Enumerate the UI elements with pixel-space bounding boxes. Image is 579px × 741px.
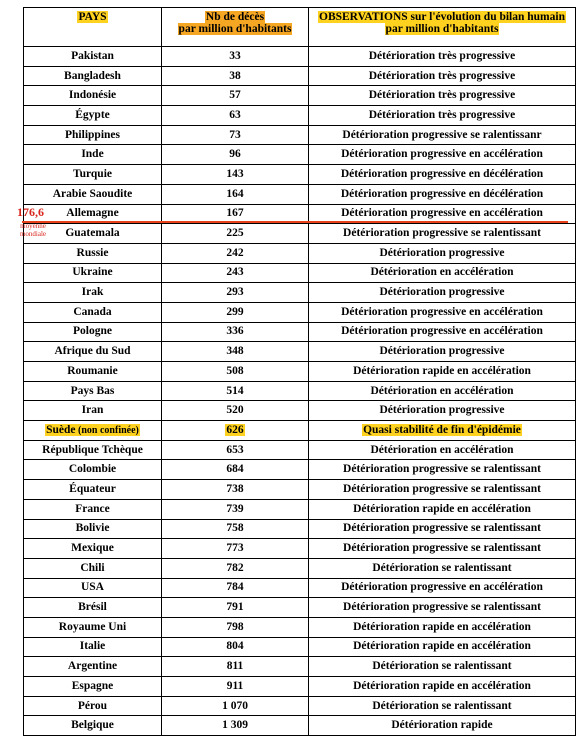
deaths-cell-text: 798 <box>226 620 244 633</box>
deaths-cell <box>162 224 309 244</box>
table-row <box>24 460 576 480</box>
observation-cell-text: Détérioration en accélération <box>370 443 514 456</box>
deaths-cell-text: 791 <box>226 601 244 614</box>
country-cell <box>24 86 162 106</box>
country-cell <box>24 657 162 677</box>
observation-cell <box>309 165 576 185</box>
table-row <box>24 578 576 598</box>
deaths-cell-text: 626 <box>226 423 244 436</box>
country-cell-text: Pologne <box>73 325 112 338</box>
country-cell-text: Inde <box>81 148 104 161</box>
country-cell <box>24 480 162 500</box>
deaths-cell <box>162 302 309 322</box>
world-average-label: moyenne mondiale <box>19 222 47 238</box>
deaths-cell <box>162 145 309 165</box>
table-row <box>24 66 576 86</box>
deaths-cell <box>162 86 309 106</box>
observation-cell <box>309 440 576 460</box>
deaths-cell <box>162 558 309 578</box>
deaths-cell-text: 739 <box>226 502 244 515</box>
table-row <box>24 480 576 500</box>
world-average-line <box>22 221 568 223</box>
table-row <box>24 440 576 460</box>
country-cell-text: Allemagne <box>66 207 119 220</box>
observation-cell-text: Détérioration progressive se ralentissant <box>343 227 541 240</box>
country-cell <box>24 716 162 736</box>
table-row <box>24 539 576 559</box>
observation-cell <box>309 302 576 322</box>
deaths-cell <box>162 598 309 618</box>
observation-cell <box>309 86 576 106</box>
country-cell <box>24 283 162 303</box>
deaths-cell <box>162 716 309 736</box>
deaths-cell <box>162 499 309 519</box>
observation-cell <box>309 263 576 283</box>
country-cell-text: Ukraine <box>72 266 113 279</box>
observation-cell <box>309 66 576 86</box>
observation-cell-text: Détérioration rapide en accélération <box>353 364 531 377</box>
table-header-row <box>24 8 576 47</box>
country-cell-text: Espagne <box>71 679 114 692</box>
country-cell <box>24 578 162 598</box>
table-row <box>24 381 576 401</box>
country-cell-text: Pays Bas <box>70 384 115 397</box>
observation-cell-text: Détérioration se ralentissant <box>372 699 512 712</box>
country-cell <box>24 499 162 519</box>
table-body <box>24 47 576 736</box>
header-observations-line1: OBSERVATIONS sur l'évolution du bilan humain <box>319 11 565 23</box>
table-row <box>24 86 576 106</box>
observation-cell-text: Détérioration progressive <box>379 345 505 358</box>
table-row <box>24 657 576 677</box>
table-row <box>24 716 576 736</box>
table-row <box>24 263 576 283</box>
table-row <box>24 243 576 263</box>
observation-cell-text: Détérioration progressive en accélération <box>341 207 543 220</box>
country-cell <box>24 263 162 283</box>
header-deaths-line2: par million d'habitants <box>178 23 292 35</box>
header-deaths <box>162 8 309 47</box>
table-row <box>24 302 576 322</box>
observation-cell-text: Détérioration se ralentissant <box>372 660 512 673</box>
deaths-cell-text: 38 <box>229 69 241 82</box>
country-cell <box>24 125 162 145</box>
observation-cell-text: Quasi stabilité de fin d'épidémie <box>363 423 521 436</box>
deaths-cell-text: 653 <box>226 443 244 456</box>
observation-cell-text: Détérioration progressive se ralentissant <box>343 463 541 476</box>
observation-cell-text: Détérioration se ralentissant <box>372 561 512 574</box>
deaths-cell-text: 33 <box>229 49 241 62</box>
observation-cell <box>309 342 576 362</box>
observation-cell-text: Détérioration en accélération <box>370 266 514 279</box>
observation-cell <box>309 558 576 578</box>
observation-cell-text: Détérioration progressive se ralentissant <box>343 542 541 555</box>
deaths-cell-text: 57 <box>229 89 241 102</box>
deaths-cell-text: 804 <box>226 640 244 653</box>
country-cell <box>24 362 162 382</box>
observation-cell-text: Détérioration progressive se ralentissant <box>343 482 541 495</box>
country-cell <box>24 184 162 204</box>
country-cell-text: Belgique <box>71 719 114 732</box>
deaths-cell-text: 738 <box>226 482 244 495</box>
country-cell-text: Suède (non confinée) <box>46 423 139 436</box>
world-average-value: 176,6 <box>17 205 44 219</box>
deaths-cell <box>162 460 309 480</box>
deaths-cell-text: 514 <box>226 384 244 397</box>
observation-cell-text: Détérioration rapide en accélération <box>353 679 531 692</box>
observation-cell-text: Détérioration très progressive <box>368 108 516 121</box>
deaths-cell-text: 336 <box>226 325 244 338</box>
table-row <box>24 499 576 519</box>
observation-cell <box>309 716 576 736</box>
country-cell <box>24 342 162 362</box>
deaths-cell <box>162 617 309 637</box>
observation-cell <box>309 381 576 401</box>
deaths-cell <box>162 322 309 342</box>
observation-cell <box>309 401 576 421</box>
table-row <box>24 637 576 657</box>
observation-cell-text: Détérioration progressive en accélération <box>341 305 543 318</box>
observation-cell-text: Détérioration rapide en accélération <box>353 620 531 633</box>
country-cell-text: Roumanie <box>67 364 118 377</box>
deaths-cell-text: 293 <box>226 286 244 299</box>
observation-cell-text: Détérioration progressive en accélération <box>341 148 543 161</box>
country-cell <box>24 106 162 126</box>
table-row <box>24 145 576 165</box>
deaths-cell-text: 782 <box>226 561 244 574</box>
header-country-label: PAYS <box>78 11 107 23</box>
country-cell <box>24 145 162 165</box>
deaths-cell <box>162 539 309 559</box>
table-row <box>24 106 576 126</box>
observation-cell <box>309 539 576 559</box>
deaths-cell-text: 811 <box>226 660 244 673</box>
country-cell <box>24 302 162 322</box>
country-cell <box>24 47 162 67</box>
deaths-cell <box>162 283 309 303</box>
observation-cell <box>309 224 576 244</box>
observation-cell <box>309 125 576 145</box>
country-cell-text: Indonésie <box>68 89 117 102</box>
country-cell-text: Équateur <box>69 482 116 495</box>
deaths-cell-text: 773 <box>226 542 244 555</box>
observation-cell-text: Détérioration progressive en décélération <box>340 167 544 180</box>
observation-cell <box>309 677 576 697</box>
deaths-cell <box>162 184 309 204</box>
table-row <box>24 696 576 716</box>
country-cell-text: Russie <box>76 246 109 259</box>
observation-cell <box>309 145 576 165</box>
observation-cell-text: Détérioration progressive <box>379 286 505 299</box>
observation-cell-text: Détérioration progressive se ralentissanr <box>342 128 542 141</box>
country-cell <box>24 401 162 421</box>
country-cell <box>24 519 162 539</box>
observation-cell <box>309 480 576 500</box>
deaths-cell <box>162 243 309 263</box>
deaths-cell <box>162 637 309 657</box>
table-row <box>24 362 576 382</box>
country-cell-text: Chili <box>80 561 105 574</box>
country-cell <box>24 66 162 86</box>
country-cell <box>24 539 162 559</box>
country-cell-text: Brésil <box>78 601 107 614</box>
deaths-cell <box>162 657 309 677</box>
table-row <box>24 224 576 244</box>
observation-cell-text: Détérioration très progressive <box>368 89 516 102</box>
deaths-cell-text: 784 <box>226 581 244 594</box>
deaths-cell-text: 242 <box>226 246 244 259</box>
table-row <box>24 165 576 185</box>
deaths-cell <box>162 578 309 598</box>
deaths-cell-text: 96 <box>229 148 241 161</box>
table-row <box>24 421 576 441</box>
deaths-table <box>23 7 576 736</box>
deaths-cell-text: 758 <box>226 522 244 535</box>
deaths-cell <box>162 263 309 283</box>
country-cell-text: Pérou <box>77 699 108 712</box>
country-cell <box>24 460 162 480</box>
observation-cell-text: Détérioration rapide en accélération <box>353 640 531 653</box>
deaths-cell-text: 73 <box>229 128 241 141</box>
observation-cell <box>309 243 576 263</box>
deaths-cell-text: 1 070 <box>222 699 248 712</box>
country-cell-text: Argentine <box>67 660 118 673</box>
country-cell <box>24 598 162 618</box>
deaths-cell-text: 167 <box>226 207 244 220</box>
country-cell <box>24 381 162 401</box>
deaths-cell-text: 63 <box>229 108 241 121</box>
country-cell-text: Pakistan <box>71 49 114 62</box>
country-cell-text: Bolivie <box>75 522 110 535</box>
country-cell-text: Italie <box>79 640 106 653</box>
country-cell <box>24 637 162 657</box>
observation-cell-text: Détérioration progressive <box>379 246 505 259</box>
deaths-cell <box>162 342 309 362</box>
observation-cell-text: Détérioration rapide en accélération <box>353 502 531 515</box>
country-cell-text: République Tchèque <box>42 443 143 456</box>
deaths-cell <box>162 47 309 67</box>
observation-cell-text: Détérioration progressive se ralentissant <box>343 601 541 614</box>
header-observations-line2: par million d'habitants <box>385 23 499 35</box>
country-cell-text: Turquie <box>73 167 112 180</box>
observation-cell <box>309 499 576 519</box>
deaths-cell <box>162 401 309 421</box>
country-cell-text: Afrique du Sud <box>54 345 131 358</box>
observation-cell-text: Détérioration en accélération <box>370 384 514 397</box>
country-cell-text: Mexique <box>71 542 114 555</box>
header-deaths-line1: Nb de décès <box>205 11 265 23</box>
deaths-cell <box>162 362 309 382</box>
observation-cell <box>309 519 576 539</box>
observation-cell <box>309 657 576 677</box>
observation-cell <box>309 696 576 716</box>
deaths-cell-text: 243 <box>226 266 244 279</box>
table-row <box>24 519 576 539</box>
deaths-cell <box>162 480 309 500</box>
observation-cell <box>309 578 576 598</box>
deaths-cell-text: 911 <box>226 679 244 692</box>
deaths-cell-text: 299 <box>226 305 244 318</box>
table-row <box>24 47 576 67</box>
header-observations <box>309 8 576 47</box>
table-row <box>24 401 576 421</box>
country-cell-text: Guatemala <box>65 227 120 240</box>
country-cell-text: Égypte <box>75 108 110 121</box>
country-cell-text: Bangladesh <box>64 69 121 82</box>
observation-cell-text: Détérioration progressive en décélération <box>340 187 544 200</box>
deaths-cell <box>162 165 309 185</box>
observation-cell <box>309 637 576 657</box>
observation-cell-text: Détérioration progressive <box>379 404 505 417</box>
country-cell <box>24 165 162 185</box>
country-cell-text: USA <box>80 581 104 594</box>
country-cell-text: Royaume Uni <box>58 620 127 633</box>
observation-cell-text: Détérioration progressive en accélération <box>341 325 543 338</box>
observation-cell <box>309 283 576 303</box>
country-cell <box>24 243 162 263</box>
country-cell-text: Arabie Saoudite <box>52 187 133 200</box>
deaths-cell <box>162 66 309 86</box>
deaths-cell-text: 508 <box>226 364 244 377</box>
deaths-cell <box>162 519 309 539</box>
deaths-cell-text: 520 <box>226 404 244 417</box>
deaths-cell <box>162 440 309 460</box>
observation-cell <box>309 184 576 204</box>
observation-cell <box>309 598 576 618</box>
observation-cell-text: Détérioration très progressive <box>368 49 516 62</box>
deaths-cell <box>162 677 309 697</box>
table-row <box>24 558 576 578</box>
observation-cell <box>309 47 576 67</box>
country-cell-text: Irak <box>81 286 104 299</box>
observation-cell <box>309 322 576 342</box>
observation-cell <box>309 460 576 480</box>
table-row <box>24 283 576 303</box>
deaths-cell-text: 143 <box>226 167 244 180</box>
country-cell <box>24 421 162 441</box>
country-cell <box>24 440 162 460</box>
country-cell <box>24 617 162 637</box>
deaths-cell <box>162 125 309 145</box>
observation-cell <box>309 421 576 441</box>
country-cell <box>24 322 162 342</box>
observation-cell-text: Détérioration progressive en accélération <box>341 581 543 594</box>
country-cell-text: Canada <box>73 305 112 318</box>
country-cell-text: France <box>75 502 110 515</box>
deaths-cell-text: 1 309 <box>222 719 248 732</box>
table-row <box>24 617 576 637</box>
deaths-cell-text: 164 <box>226 187 244 200</box>
country-cell <box>24 558 162 578</box>
country-cell-text: Philippines <box>65 128 120 141</box>
table-row <box>24 184 576 204</box>
table-row <box>24 677 576 697</box>
observation-cell-text: Détérioration très progressive <box>368 69 516 82</box>
deaths-cell <box>162 696 309 716</box>
country-cell <box>24 677 162 697</box>
country-cell-text: Colombie <box>68 463 117 476</box>
table-row <box>24 342 576 362</box>
table-row <box>24 598 576 618</box>
deaths-cell-text: 684 <box>226 463 244 476</box>
deaths-cell <box>162 421 309 441</box>
country-cell <box>24 696 162 716</box>
table-row <box>24 322 576 342</box>
country-cell-text: Iran <box>81 404 104 417</box>
deaths-cell-text: 348 <box>226 345 244 358</box>
observation-cell-text: Détérioration progressive se ralentissant <box>343 522 541 535</box>
table-row <box>24 125 576 145</box>
observation-cell <box>309 617 576 637</box>
observation-cell <box>309 106 576 126</box>
observation-cell <box>309 362 576 382</box>
deaths-cell <box>162 381 309 401</box>
header-country <box>24 8 162 47</box>
deaths-cell-text: 225 <box>226 227 244 240</box>
deaths-cell <box>162 106 309 126</box>
observation-cell-text: Détérioration rapide <box>391 719 493 732</box>
